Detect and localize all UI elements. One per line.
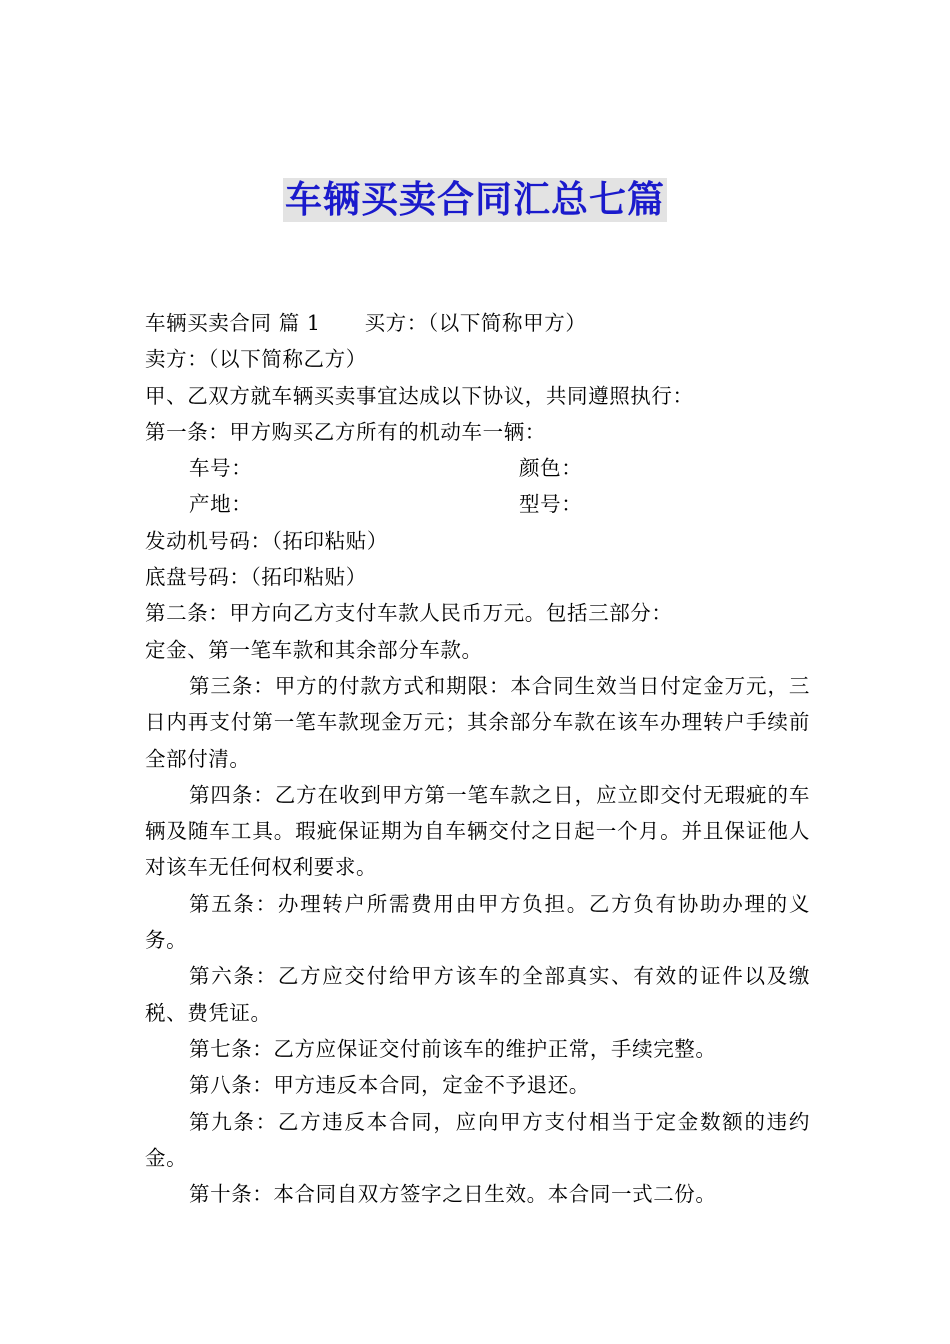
model-label: 型号： (519, 492, 583, 517)
engine-number-line: 发动机号码：（拓印粘贴） (145, 528, 388, 553)
article-9: 第九条：乙方违反本合同，应向甲方支付相当于定金数额的违约金。 (145, 1109, 810, 1170)
contract-body (145, 305, 810, 1212)
article-3: 第三条：甲方的付款方式和期限：本合同生效当日付定金万元，三日内再支付第一笔车款现金万元；其余部分车款在该车办理转户手续前全部付清。 (145, 673, 810, 771)
document-title: 车辆买卖合同汇总七篇 (285, 178, 665, 221)
seller-line: 卖方：（以下简称乙方） (145, 347, 367, 372)
article-2: 第二条：甲方向乙方支付车款人民币万元。包括三部分： (145, 601, 673, 626)
vehicle-row-1 (145, 450, 810, 486)
article-6: 第六条：乙方应交付给甲方该车的全部真实、有效的证件以及缴税、费凭证。 (145, 964, 810, 1025)
article-8: 第八条：甲方违反本合同，定金不予退还。 (189, 1073, 590, 1098)
title-area (0, 178, 950, 222)
agreement-line: 甲、乙双方就车辆买卖事宜达成以下协议，共同遵照执行： (145, 383, 694, 408)
first-line (145, 305, 810, 341)
origin-label: 产地： (189, 492, 253, 517)
article-1: 第一条：甲方购买乙方所有的机动车一辆： (145, 419, 546, 444)
article-10: 第十条：本合同自双方签字之日生效。本合同一式二份。 (189, 1182, 717, 1207)
article-7: 第七条：乙方应保证交付前该车的维护正常，手续完整。 (189, 1036, 717, 1061)
vehicle-row-2 (145, 486, 810, 522)
article-2-continued: 定金、第一笔车款和其余部分车款。 (145, 637, 483, 662)
article-5: 第五条：办理转户所需费用由甲方负担。乙方负有协助办理的义务。 (145, 891, 810, 953)
chassis-number-line: 底盘号码：（拓印粘贴） (145, 565, 367, 590)
plate-number-label: 车号： (189, 456, 253, 481)
contract-heading: 车辆买卖合同 篇 1 (145, 311, 321, 335)
article-4: 第四条：乙方在收到甲方第一笔车款之日，应立即交付无瑕疵的车辆及随车工具。瑕疵保证期为自车辆交付之日起一个月。并且保证他人对该车无任何权利要求。 (145, 782, 810, 880)
buyer-line: 买方：（以下简称甲方） (364, 311, 587, 335)
color-label: 颜色： (519, 456, 583, 481)
